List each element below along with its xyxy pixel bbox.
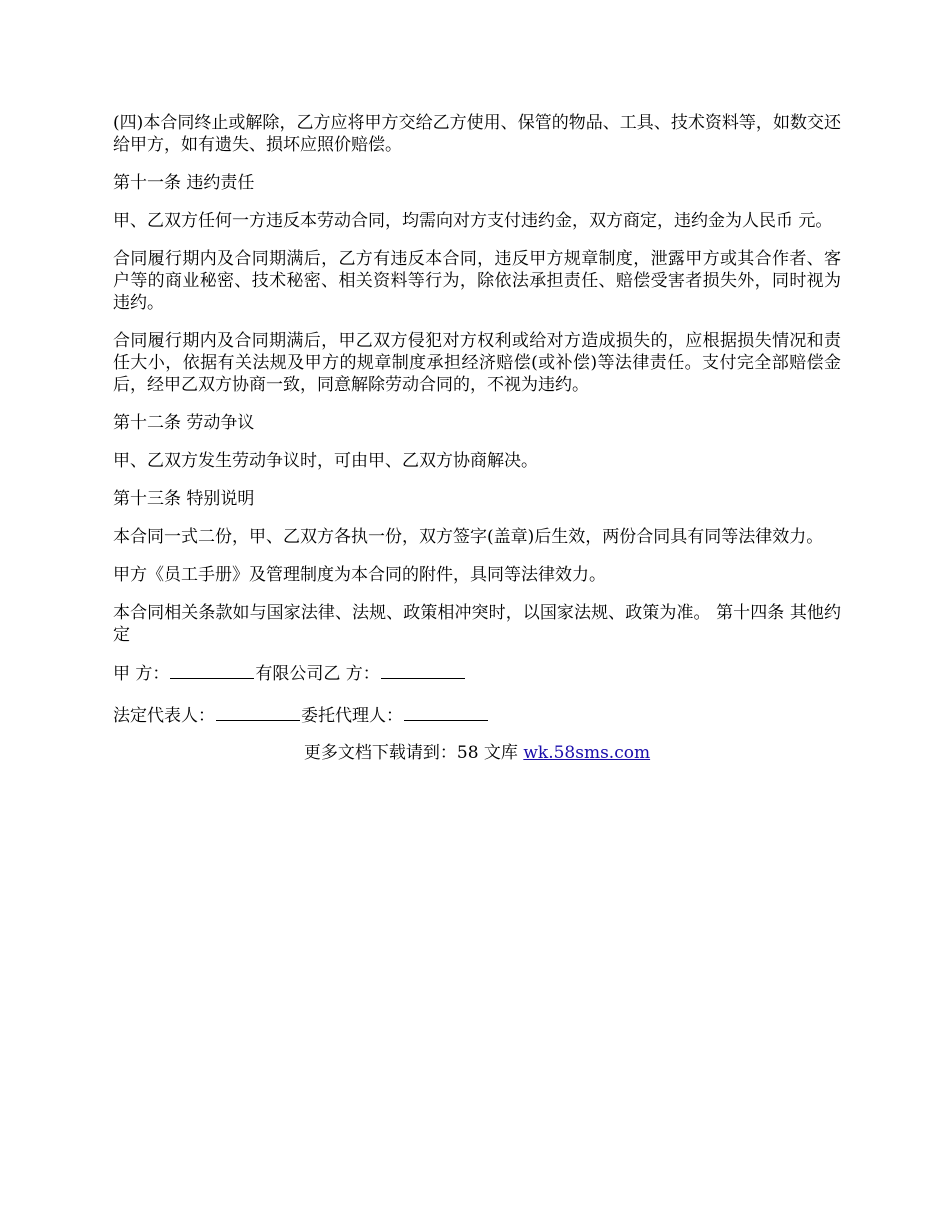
- law-conflict-paragraph: 本合同相关条款如与国家法律、法规、政策相冲突时，以国家法规、政策为准。 第十四条 其他约定: [113, 603, 841, 645]
- penalty-paragraph: 甲、乙双方任何一方违反本劳动合同，均需向对方支付违约金，双方商定，违约金为人民币 元。: [113, 211, 833, 231]
- article-12-heading: 第十二条 劳动争议: [113, 413, 255, 433]
- party-a-label: 甲 方：: [113, 664, 170, 684]
- copies-paragraph: 本合同一式二份，甲、乙双方各执一份，双方签字(盖章)后生效，两份合同具有同等法律效力。: [113, 527, 824, 547]
- footer-link[interactable]: wk.58sms.com: [523, 743, 651, 763]
- legal-rep-label: 法定代表人：: [113, 706, 215, 726]
- footer-text: 更多文档下载请到：58 文库: [303, 743, 524, 763]
- article-11-heading: 第十一条 违约责任: [113, 173, 255, 193]
- party-signature-line: [113, 662, 841, 685]
- handbook-paragraph: 甲方《员工手册》及管理制度为本合同的附件，具同等法律效力。: [113, 565, 606, 585]
- clause-4-return-items: (四)本合同终止或解除，乙方应将甲方交给乙方使用、保管的物品、工具、技术资料等，如数交还给甲方，如有遗失、损坏应照价赔偿。: [113, 113, 841, 155]
- article-13-heading: 第十三条 特别说明: [113, 489, 255, 509]
- party-b-breach-paragraph: 合同履行期内及合同期满后，乙方有违反本合同，违反甲方规章制度，泄露甲方或其合作者、客户等的商业秘密、技术秘密、相关资料等行为，除依法承担责任、赔偿受害者损失外，同时视为违约。: [113, 249, 841, 313]
- agent-label: 委托代理人：: [301, 706, 403, 726]
- compensation-paragraph: 合同履行期内及合同期满后，甲乙双方侵犯对方权利或给对方造成损失的，应根据损失情况和责任大小，依据有关法规及甲方的规章制度承担经济赔偿(或补偿)等法律责任。支付完全部赔偿金后，经甲乙双方协商一致，同意解除劳动合同的，不视为违约。: [113, 331, 841, 395]
- party-a-blank[interactable]: [170, 662, 254, 679]
- party-a-suffix: 有限公司乙 方：: [255, 664, 380, 684]
- agent-blank[interactable]: [404, 704, 488, 721]
- labor-dispute-paragraph: 甲、乙双方发生劳动争议时，可由甲、乙双方协商解决。: [113, 451, 538, 471]
- legal-rep-blank[interactable]: [216, 704, 300, 721]
- document-page: [113, 112, 841, 764]
- representative-signature-line: [113, 704, 841, 727]
- download-footer: [113, 742, 841, 764]
- party-b-blank[interactable]: [381, 662, 465, 679]
